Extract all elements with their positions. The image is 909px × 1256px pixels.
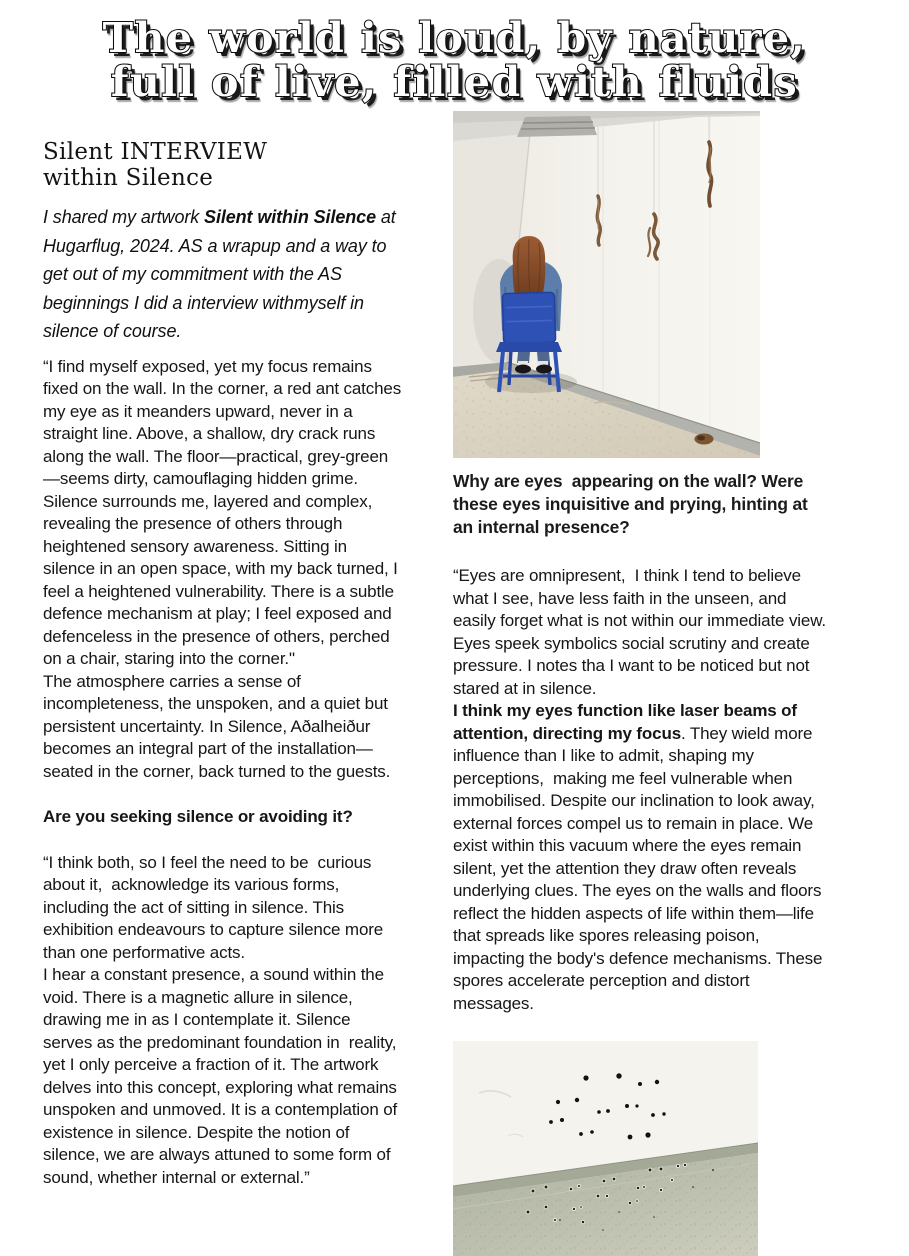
eyes-installation-photo [453, 1041, 758, 1256]
right-body [453, 565, 836, 1015]
answer-paragraph: “I find myself exposed, yet my focus remains fixed on the wall. In the corner, a red ant catches my eye as it meanders upward, never in a straight line. Above, a shallow, dry crack runs along the wall. The floor—practical, grey-green—seems dirty, camouflaging hidden grime. Silence surrounds me, layered and complex, revealing the presence of others through heightened sensory awareness. Sitting in silence in an open space, with my back turned, I feel a heightened vulnerability. There is a subtle defence mechanism at play; I feel exposed and defenceless in the presence of others, perched on a chair, staring into the corner." [43, 356, 406, 668]
eyes-installation-illustration [453, 1041, 758, 1256]
right-column [453, 111, 836, 1256]
answer-bold-lead: I think my eyes function like laser beams of attention, directing my focus [453, 701, 802, 743]
answer-paragraph: “Eyes are omnipresent, I think I tend to believe what I see, have less faith in the unseen, and easily forget what is not within our immediate view. Eyes speek symbolics social scrutiny and create pressure. I notes tha I want to be noticed but not stared at in silence. [453, 566, 836, 698]
corner-installation-photo [453, 111, 760, 458]
answer-paragraph [453, 700, 829, 1015]
intro-paragraph [43, 203, 403, 346]
answer-paragraph: I hear a constant presence, a sound within the void. There is a magnetic allure in silence, drawing me in as I contemplate it. Silence serves as the predominant foundation in reality, yet I only perceive a fraction of it. The artwork delves into this concept, exploring what remains unspoken and unmoved. It is a contemplation of existence in silence. Despite the notion of silence, we are always attuned to some form of sound, whether internal or external.” [43, 965, 402, 1187]
intro-text-rest: at Hugarflug, 2024. AS a wrapup and a way to get out of my commitment with the AS beginnings I did a interview withmyself in silence of course. [43, 207, 401, 341]
interview-question: Why are eyes appearing on the wall? Were these eyes inquisitive and prying, hinting at an internal presence? [453, 471, 813, 537]
left-body [43, 356, 406, 1190]
article-heading-line-1: Silent INTERVIEW [43, 139, 268, 165]
left-column [43, 139, 406, 1189]
article-heading [43, 139, 403, 191]
answer-paragraph: “I think both, so I feel the need to be curious about it, acknowledge its various forms, including the act of sitting in silence. This exhibition endeavours to capture silence more than one performative acts. [43, 852, 388, 962]
intro-artwork-title: Silent within Silence [204, 207, 376, 227]
intro-text: I shared my artwork [43, 207, 205, 227]
answer-paragraph: The atmosphere carries a sense of incompleteness, the unspoken, and a quiet but persistent uncertainty. In Silence, Aðalheiður becomes an integral part of the installation—seated in the corner, back turned to the guests. [43, 671, 393, 781]
corner-installation-illustration [453, 111, 760, 458]
page-title [40, 16, 869, 104]
interview-question: Are you seeking silence or avoiding it? [43, 807, 353, 826]
article-heading-line-2: within Silence [43, 165, 214, 191]
page-title-line-2: full of live, filled with fluids [110, 58, 799, 106]
page-title-line-1: The world is loud, by nature, [102, 14, 807, 62]
answer-text-rest: . They wield more influence than I like to admit, shaping my perceptions, making me feel vulnerable when immobilised. Despite our inclination to look away, external forces compel us to remain in place. We exist within this vacuum where the eyes remain silent, yet the attention they draw often reveals underlying clues. The eyes on the walls and floors reflect the hidden aspects of life within them—life that spreads like spores releasing poison, impacting the body's defence mechanisms. These spores accelerate perception and distort messages. [453, 723, 827, 1013]
